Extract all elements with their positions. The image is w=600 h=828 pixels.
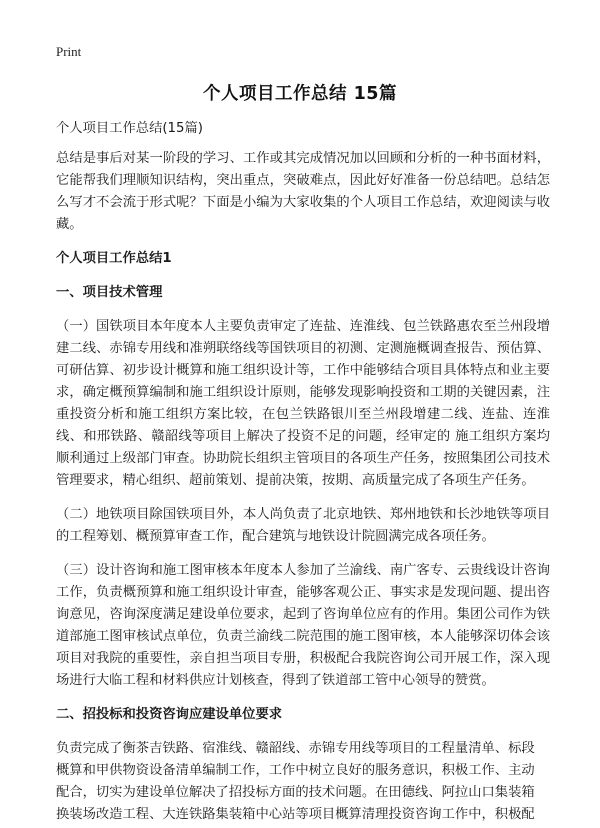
paragraph-national-railway: （一）国铁项目本年度本人主要负责审定了连盐、连淮线、包兰铁路惠农至兰州段增建二线、赤锦专用线和准朔联络线等国铁项目的初测、定测施概调查报告、预估算、可研估算、初步设计概算和施工组织设计等，工作中能够结合项目具体特点和业主要求，确定概预算编制和施工组织设计原则，能够发现影响投资和工期的关键因素，注重投资分析和施工组织方案比较，在包兰铁路银川至兰州段增建二线、连盐、连淮线、和邢铁路、赣韶线等项目上解决了投资不足的问题，经审定的 施工组织方案均顺利通过上级部门审查。协助院长组织主管项目的各项生产任务，按照集团公司技术管理要求，精心组织、超前策划、提前决策，按期、高质量完成了各项生产任务。 bbox=[56, 319, 550, 488]
paragraph-line: 负责完成了衡茶吉铁路、宿淮线、赣韶线、赤锦专用线等项目的工程量清单、标段 bbox=[56, 741, 535, 756]
document-body bbox=[56, 118, 550, 828]
document-subtitle: 个人项目工作总结(15篇) bbox=[56, 121, 203, 136]
paragraph-line: 概算和甲供物资设备清单编制工作，工作中树立良好的服务意识，积极工作、主动 bbox=[56, 763, 535, 778]
paragraph-line: 换装场改造工程、大连铁路集装箱中心站等项目概算清理投资咨询工作中，积极配 bbox=[56, 807, 535, 822]
article-heading: 个人项目工作总结1 bbox=[56, 251, 172, 266]
print-label: Print bbox=[56, 44, 82, 59]
section-heading-technical-management: 一、项目技术管理 bbox=[56, 285, 163, 300]
section-heading-bidding: 二、招投标和投资咨询应建设单位要求 bbox=[56, 707, 283, 722]
paragraph-metro: （二）地铁项目除国铁项目外，本人尚负责了北京地铁、郑州地铁和长沙地铁等项目的工程筹划、概预算审查工作，配合建筑与地铁设计院圆满完成各项任务。 bbox=[56, 507, 550, 544]
paragraph-line: 配合，切实为建设单位解决了招投标方面的技术问题。在田德线、阿拉山口集装箱 bbox=[56, 785, 535, 800]
intro-paragraph: 总结是事后对某一阶段的学习、工作或其完成情况加以回顾和分析的一种书面材料，它能帮我们理顺知识结构，突出重点，突破难点，因此好好准备一份总结吧。总结怎么写才不会流于形式呢？下面是小编为大家收集的个人项目工作总结，欢迎阅读与收藏。 bbox=[56, 151, 550, 232]
document-title: 个人项目工作总结 15篇 bbox=[203, 84, 397, 104]
paragraph-bidding bbox=[56, 738, 550, 826]
paragraph-design-consulting: （三）设计咨询和施工图审核本年度本人参加了兰渝线、南广客专、云贵线设计咨询工作，负责概预算和施工组织设计审查，能够客观公正、事实求是发现问题、提出咨询意见，咨询深度满足建设单位要求，起到了咨询单位应有的作用。集团公司作为铁道部施工图审核试点单位，负责兰渝线二院范围的施工图审核，本人能够深切体会该项目对我院的重要性，亲自担当项目专册，积极配合我院咨询公司开展工作，深入现场进行大临工程和材料供应计划核查，得到了铁道部工管中心领导的赞赏。 bbox=[56, 563, 550, 688]
